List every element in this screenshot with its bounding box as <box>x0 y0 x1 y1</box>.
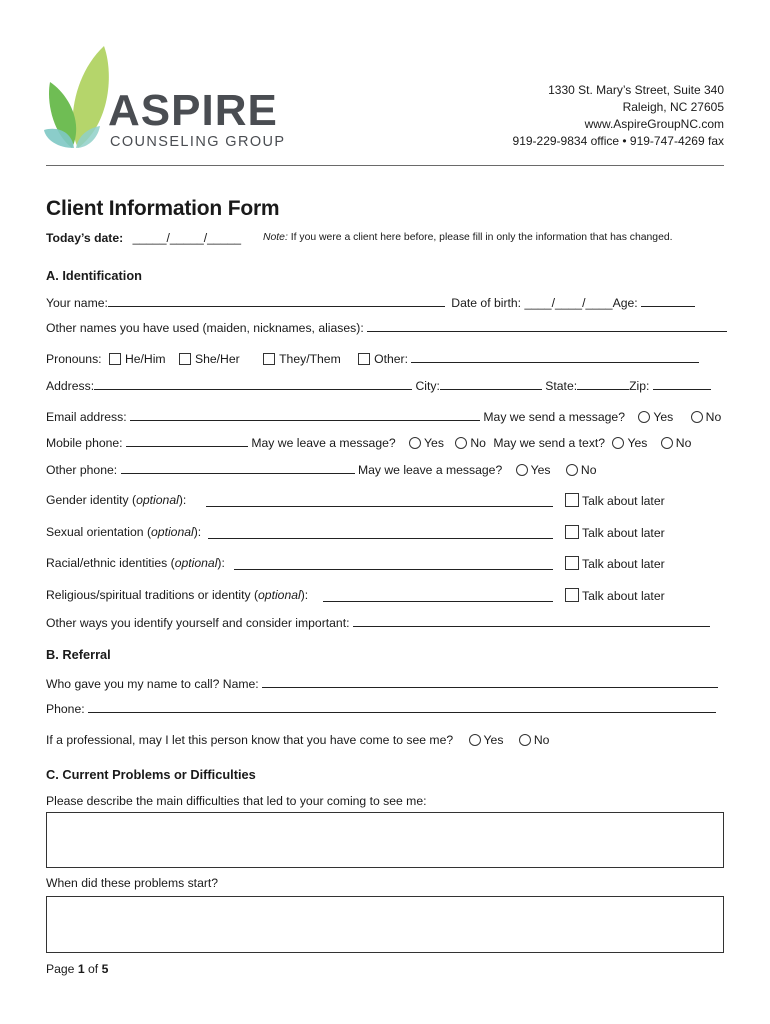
sexual-orientation-row <box>46 525 201 539</box>
name-row <box>46 295 695 310</box>
referral-phone-label: Phone: <box>46 702 85 716</box>
orientation-talk-later <box>565 525 665 540</box>
email-label: Email address: <box>46 410 127 424</box>
racial-ethnic-row <box>46 556 225 570</box>
no-label: No <box>533 733 550 747</box>
religious-talk-later <box>565 588 665 603</box>
racial-talk-later <box>565 556 665 571</box>
mobile-message-no-radio[interactable] <box>455 437 467 449</box>
other-phone-no-radio[interactable] <box>566 464 578 476</box>
pronouns-row <box>46 351 699 366</box>
optional-label: optional <box>174 556 218 570</box>
field-label: Gender identity ( <box>46 493 137 507</box>
pronoun-checkbox-they[interactable] <box>263 353 275 365</box>
other-names-field[interactable] <box>367 320 727 332</box>
note-body: If you were a client here before, please fill in only the information that has changed. <box>290 232 673 243</box>
field-label: ): <box>193 525 202 539</box>
other-phone-row <box>46 462 597 477</box>
phone-line: 919-229-9834 office • 919-747-4269 fax <box>512 134 724 148</box>
todays-date-field[interactable]: _____/_____/_____ <box>132 231 242 245</box>
sexual-orientation-field[interactable] <box>208 527 553 539</box>
yes-label: Yes <box>483 733 504 747</box>
no-label: No <box>675 436 692 450</box>
other-names-label: Other names you have used (maiden, nicknames, aliases): <box>46 321 364 335</box>
state-field[interactable] <box>577 378 629 390</box>
city-field[interactable] <box>440 378 542 390</box>
section-c-heading: C. Current Problems or Difficulties <box>46 767 256 782</box>
field-label: ): <box>300 588 309 602</box>
gender-talk-later-checkbox[interactable] <box>565 493 579 507</box>
orientation-talk-later-checkbox[interactable] <box>565 525 579 539</box>
email-message-no-radio[interactable] <box>691 411 703 423</box>
send-message-question: May we send a message? <box>483 410 625 424</box>
total-pages: 5 <box>101 962 109 976</box>
dob-field[interactable]: ____/____/____ <box>524 296 613 310</box>
yes-label: Yes <box>653 410 674 424</box>
optional-label: optional <box>151 525 194 539</box>
leave-message-question: May we leave a message? <box>357 463 503 477</box>
other-names-row <box>46 320 727 335</box>
religious-field[interactable] <box>323 590 553 602</box>
referral-name-field[interactable] <box>262 676 718 688</box>
gender-talk-later <box>565 493 665 508</box>
age-field[interactable] <box>641 295 695 307</box>
professional-yes-radio[interactable] <box>469 734 481 746</box>
logo-wordmark: ASPIRE <box>108 86 278 135</box>
pronoun-checkbox-he[interactable] <box>109 353 121 365</box>
professional-no-radio[interactable] <box>519 734 531 746</box>
pronoun-checkbox-other[interactable] <box>358 353 370 365</box>
page-number <box>46 962 108 976</box>
your-name-field[interactable] <box>108 295 445 307</box>
difficulties-textarea[interactable] <box>46 812 724 868</box>
section-a-heading: A. Identification <box>46 268 142 283</box>
racial-ethnic-field[interactable] <box>234 558 553 570</box>
pronoun-other-field[interactable] <box>411 351 699 363</box>
age-label: Age: <box>612 296 638 310</box>
pronoun-checkbox-she[interactable] <box>179 353 191 365</box>
talk-later-label: Talk about later <box>582 589 665 603</box>
talk-later-label: Talk about later <box>582 494 665 508</box>
contact-address <box>513 82 724 150</box>
website-line: www.AspireGroupNC.com <box>584 117 724 131</box>
current-page: 1 <box>77 962 85 976</box>
zip-label: Zip: <box>629 379 650 393</box>
gender-identity-field[interactable] <box>206 495 553 507</box>
religious-talk-later-checkbox[interactable] <box>565 588 579 602</box>
optional-label: optional <box>258 588 301 602</box>
no-label: No <box>580 463 597 477</box>
city-label: City: <box>415 379 440 393</box>
other-ways-label: Other ways you identify yourself and consider important: <box>46 616 350 630</box>
referral-phone-field[interactable] <box>88 701 716 713</box>
other-ways-row <box>46 615 710 630</box>
talk-later-label: Talk about later <box>582 557 665 571</box>
address-field[interactable] <box>94 378 412 390</box>
field-label: ): <box>178 493 187 507</box>
dob-label: Date of birth: <box>451 296 522 310</box>
problems-start-textarea[interactable] <box>46 896 724 953</box>
mobile-row <box>46 435 691 450</box>
text-no-radio[interactable] <box>661 437 673 449</box>
todays-date-label: Today’s date: <box>46 231 124 245</box>
text-yes-radio[interactable] <box>612 437 624 449</box>
other-phone-label: Other phone: <box>46 463 118 477</box>
no-label: No <box>470 436 486 450</box>
gender-identity-row <box>46 493 186 507</box>
other-phone-yes-radio[interactable] <box>516 464 528 476</box>
leave-message-question: May we leave a message? <box>251 436 396 450</box>
field-label: Sexual orientation ( <box>46 525 152 539</box>
email-field[interactable] <box>130 409 480 421</box>
todays-date-row <box>46 231 241 245</box>
state-label: State: <box>545 379 578 393</box>
mobile-field[interactable] <box>126 435 248 447</box>
no-label: No <box>705 410 722 424</box>
pronoun-she-label: She/Her <box>194 352 240 366</box>
professional-question: If a professional, may I let this person know that you have come to see me? <box>46 733 454 747</box>
leaf-icon <box>44 44 114 154</box>
note-label: Note: <box>263 232 288 243</box>
talk-later-label: Talk about later <box>582 526 665 540</box>
logo <box>44 44 284 154</box>
yes-label: Yes <box>530 463 551 477</box>
pronoun-they-label: They/Them <box>279 352 341 366</box>
pronoun-other-label: Other: <box>374 352 408 366</box>
address-line: 1330 St. Mary’s Street, Suite 340 <box>548 83 724 97</box>
form-title: Client Information Form <box>46 197 280 220</box>
professional-row <box>46 733 549 747</box>
page-word: Page <box>46 962 75 976</box>
other-phone-field[interactable] <box>121 462 355 474</box>
send-text-question: May we send a text? <box>493 436 606 450</box>
referral-name-row <box>46 676 718 691</box>
of-word: of <box>88 962 99 976</box>
field-label: Religious/spiritual traditions or identity ( <box>46 588 259 602</box>
yes-label: Yes <box>627 436 648 450</box>
zip-field[interactable] <box>653 378 711 390</box>
pronouns-label: Pronouns: <box>46 352 102 366</box>
racial-talk-later-checkbox[interactable] <box>565 556 579 570</box>
address-label: Address: <box>46 379 95 393</box>
yes-label: Yes <box>424 436 444 450</box>
describe-label: Please describe the main difficulties that led to your coming to see me: <box>46 794 427 808</box>
mobile-message-yes-radio[interactable] <box>409 437 421 449</box>
logo-subtitle: COUNSELING GROUP <box>110 134 286 150</box>
your-name-label: Your name: <box>46 296 108 310</box>
pronoun-he-label: He/Him <box>124 352 166 366</box>
when-start-label: When did these problems start? <box>46 876 219 890</box>
address-row <box>46 378 711 393</box>
header-divider <box>46 165 724 166</box>
religious-row <box>46 588 308 602</box>
note-text <box>263 232 673 243</box>
mobile-label: Mobile phone: <box>46 436 123 450</box>
referral-name-label: Who gave you my name to call? Name: <box>46 677 259 691</box>
field-label: ): <box>217 556 225 570</box>
optional-label: optional <box>136 493 179 507</box>
referral-phone-row <box>46 701 716 716</box>
other-ways-field[interactable] <box>353 615 710 627</box>
email-message-yes-radio[interactable] <box>638 411 650 423</box>
email-row <box>46 409 721 424</box>
address-line: Raleigh, NC 27605 <box>622 100 724 114</box>
field-label: Racial/ethnic identities ( <box>46 556 175 570</box>
section-b-heading: B. Referral <box>46 647 111 662</box>
